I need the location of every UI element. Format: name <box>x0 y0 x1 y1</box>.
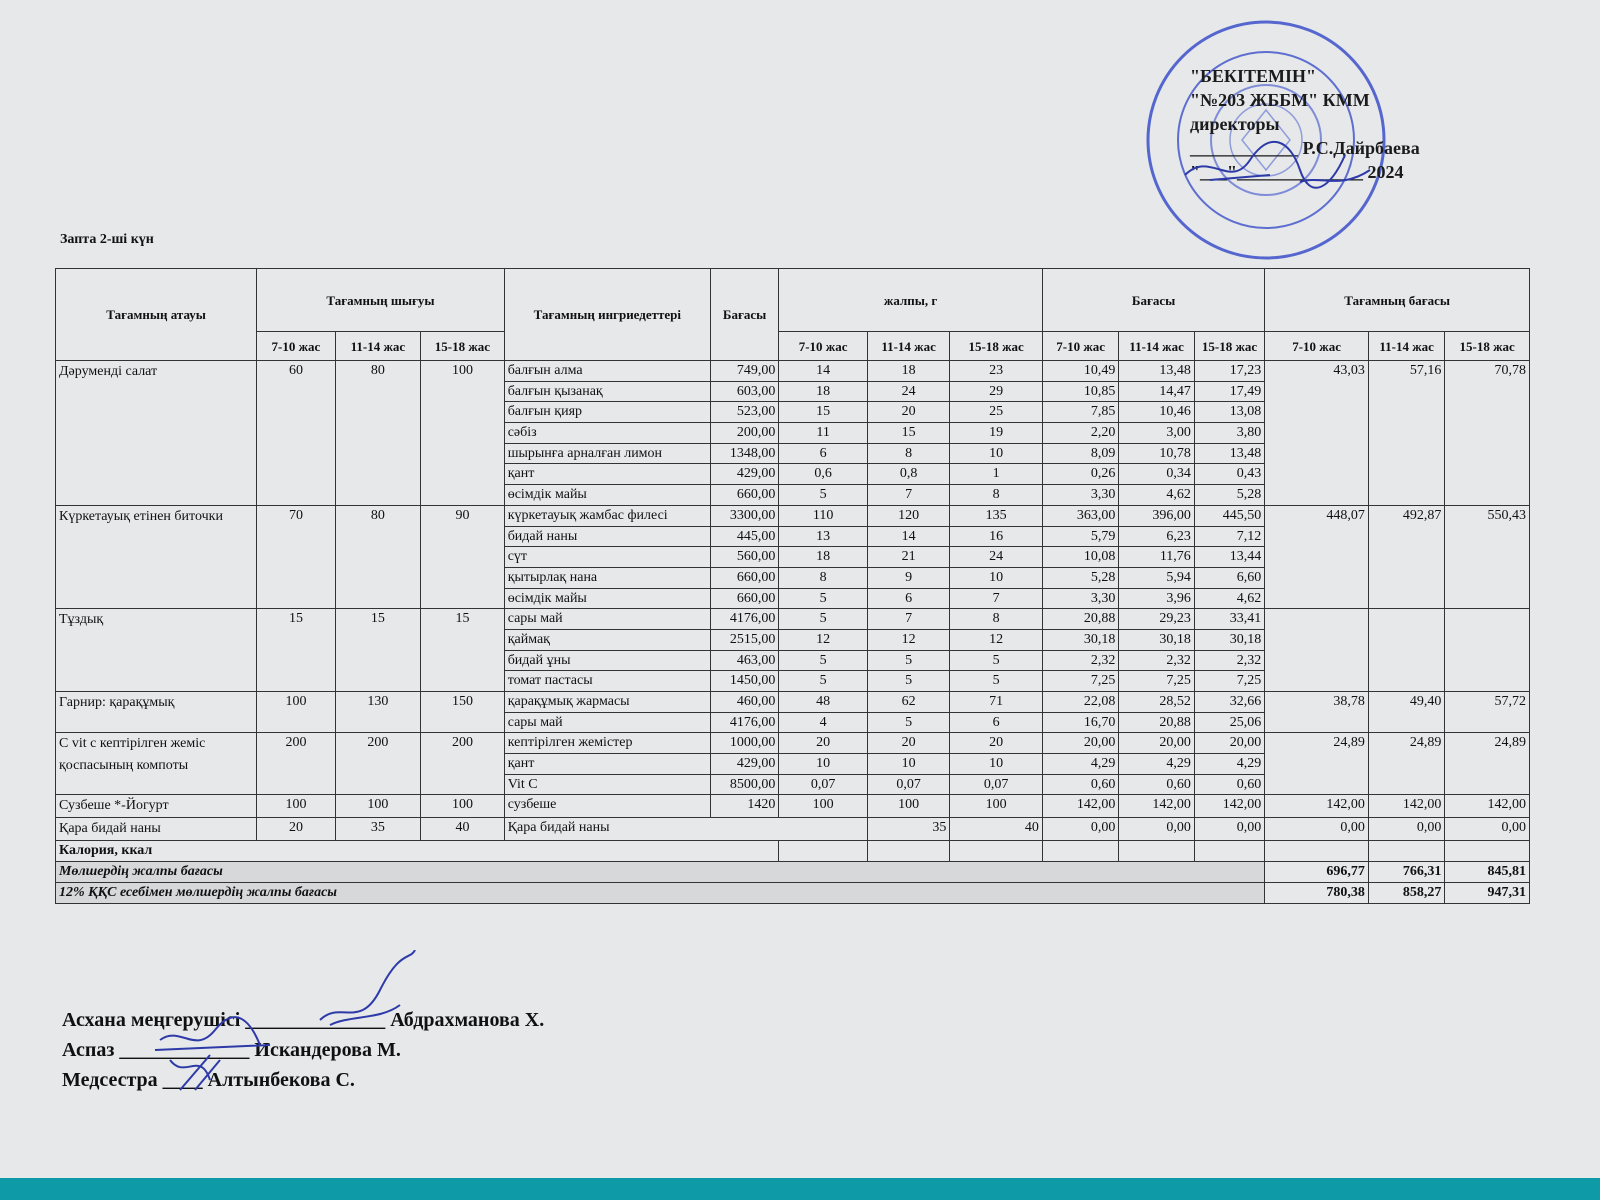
cost-7-10: 3,30 <box>1042 588 1118 609</box>
weight-15-18: 29 <box>950 381 1043 402</box>
weight-7-10: 14 <box>779 361 868 382</box>
weight-15-18: 10 <box>950 443 1043 464</box>
signature-nurse: Медсестра ____ Алтынбекова С. <box>62 1069 355 1091</box>
weight-11-14: 18 <box>867 361 949 382</box>
cost-7-10: 5,79 <box>1042 526 1118 547</box>
output-11-14: 130 <box>335 692 421 733</box>
output-11-14: 100 <box>335 795 421 818</box>
ingredient-price: 1348,00 <box>710 443 778 464</box>
ingredient-price: 429,00 <box>710 754 778 775</box>
menu-table <box>55 268 1530 904</box>
cost-7-10: 16,70 <box>1042 712 1118 733</box>
weight-7-10: 5 <box>779 650 868 671</box>
total-label: Мөлшердің жалпы бағасы <box>56 862 1265 883</box>
cost-15-18: 7,12 <box>1194 526 1264 547</box>
weight-11-14: 15 <box>867 423 949 444</box>
weight-15-18: 19 <box>950 423 1043 444</box>
cost-7-10: 7,85 <box>1042 402 1118 423</box>
cost-7-10: 363,00 <box>1042 505 1118 526</box>
weight-11-14: 8 <box>867 443 949 464</box>
dish-price-11-14: 24,89 <box>1368 733 1444 795</box>
weight-7-10: 5 <box>779 609 868 630</box>
dish-price-7-10: 43,03 <box>1265 361 1369 506</box>
calories-label: Калория, ккал <box>56 841 779 862</box>
vat-total-row <box>56 882 1530 903</box>
header-cost: Бағасы <box>1042 269 1264 332</box>
handwritten-signatures <box>140 950 440 1110</box>
header-age-15-18: 15-18 жас <box>1445 332 1530 361</box>
weight-11-14: 7 <box>867 485 949 506</box>
weight-7-10: 4 <box>779 712 868 733</box>
weight-11-14: 6 <box>867 588 949 609</box>
weight-7-10: 48 <box>779 692 868 713</box>
cost-15-18: 0,43 <box>1194 464 1264 485</box>
ingredient-price: 1000,00 <box>710 733 778 754</box>
cost-7-10: 10,49 <box>1042 361 1118 382</box>
weight-15-18: 6 <box>950 712 1043 733</box>
header-age-15-18: 15-18 жас <box>421 332 505 361</box>
weight-7-10: 6 <box>779 443 868 464</box>
cost-15-18: 20,00 <box>1194 733 1264 754</box>
output-15-18: 90 <box>421 505 505 608</box>
output-7-10: 70 <box>257 505 335 608</box>
dish-name-cell: Гарнир: қарақұмық <box>56 692 257 733</box>
cost-11-14: 13,48 <box>1119 361 1194 382</box>
ingredient-price: 660,00 <box>710 567 778 588</box>
weight-7-10: 13 <box>779 526 868 547</box>
dish-price-15-18: 0,00 <box>1445 818 1530 841</box>
dish-price-7-10: 38,78 <box>1265 692 1369 733</box>
ingredient-name: Vit C <box>504 774 710 795</box>
cost-15-18: 0,60 <box>1194 774 1264 795</box>
header-ingredients: Тағамның ингриедеттері <box>504 269 710 361</box>
weight-11-14: 10 <box>867 754 949 775</box>
dish-price-7-10: 0,00 <box>1265 818 1369 841</box>
dish-price-7-10: 142,00 <box>1265 795 1369 818</box>
cost-11-14: 396,00 <box>1119 505 1194 526</box>
cost-11-14: 7,25 <box>1119 671 1194 692</box>
ingredient-price: 1420 <box>710 795 778 818</box>
cost-7-10: 0,60 <box>1042 774 1118 795</box>
table-row <box>56 692 1530 713</box>
header-dish-output: Тағамның шығуы <box>257 269 504 332</box>
dish-price-15-18: 550,43 <box>1445 505 1530 608</box>
ingredient-name: қарақұмық жармасы <box>504 692 710 713</box>
cost-7-10: 2,20 <box>1042 423 1118 444</box>
weight-11-14: 35 <box>867 818 949 841</box>
ingredient-name: сары май <box>504 609 710 630</box>
total-7-10: 696,77 <box>1265 862 1369 883</box>
weight-15-18: 71 <box>950 692 1043 713</box>
ingredient-name: өсімдік майы <box>504 588 710 609</box>
cost-11-14: 11,76 <box>1119 547 1194 568</box>
output-7-10: 100 <box>257 795 335 818</box>
weight-15-18: 24 <box>950 547 1043 568</box>
dish-name-cell: Дәруменді салат <box>56 361 257 506</box>
ingredient-name: сары май <box>504 712 710 733</box>
dish-price-11-14 <box>1368 609 1444 692</box>
ingredient-name: қаймақ <box>504 629 710 650</box>
weight-15-18: 7 <box>950 588 1043 609</box>
weight-11-14: 7 <box>867 609 949 630</box>
dish-price-11-14: 57,16 <box>1368 361 1444 506</box>
dish-name-cell: Қара бидай наны <box>56 818 257 841</box>
weight-11-14: 14 <box>867 526 949 547</box>
cost-11-14: 10,78 <box>1119 443 1194 464</box>
dish-name-cell: Сузбеше *-Йогурт <box>56 795 257 818</box>
weight-11-14: 62 <box>867 692 949 713</box>
header-total-g: жалпы, г <box>779 269 1043 332</box>
weight-11-14: 5 <box>867 650 949 671</box>
output-11-14: 80 <box>335 505 421 608</box>
day-label: Запта 2-ші күн <box>60 232 154 247</box>
weight-15-18: 100 <box>950 795 1043 818</box>
ingredient-price: 523,00 <box>710 402 778 423</box>
weight-15-18: 23 <box>950 361 1043 382</box>
weight-7-10: 11 <box>779 423 868 444</box>
output-7-10: 100 <box>257 692 335 733</box>
weight-11-14: 0,07 <box>867 774 949 795</box>
calories-row <box>56 841 1530 862</box>
weight-11-14: 24 <box>867 381 949 402</box>
header-age-11-14: 11-14 жас <box>335 332 421 361</box>
cost-11-14: 20,00 <box>1119 733 1194 754</box>
cost-15-18: 25,06 <box>1194 712 1264 733</box>
ingredient-price: 8500,00 <box>710 774 778 795</box>
dish-price-11-14: 142,00 <box>1368 795 1444 818</box>
ingredient-price: 660,00 <box>710 485 778 506</box>
dish-price-7-10: 24,89 <box>1265 733 1369 795</box>
ingredient-name: өсімдік майы <box>504 485 710 506</box>
weight-7-10: 5 <box>779 671 868 692</box>
output-7-10: 15 <box>257 609 335 692</box>
menu-table-body <box>56 361 1530 841</box>
cost-11-14: 10,46 <box>1119 402 1194 423</box>
cost-7-10: 0,26 <box>1042 464 1118 485</box>
ingredient-name: шырынға арналған лимон <box>504 443 710 464</box>
cost-11-14: 3,00 <box>1119 423 1194 444</box>
weight-7-10: 0,6 <box>779 464 868 485</box>
header-dish-name: Тағамның атауы <box>56 269 257 361</box>
background-surface <box>0 1178 1600 1200</box>
ingredient-name: балғын қияр <box>504 402 710 423</box>
cost-11-14: 4,29 <box>1119 754 1194 775</box>
cost-15-18: 17,23 <box>1194 361 1264 382</box>
cost-15-18: 13,44 <box>1194 547 1264 568</box>
ingredient-name: қытырлақ нана <box>504 567 710 588</box>
weight-15-18: 40 <box>950 818 1043 841</box>
cost-15-18: 4,29 <box>1194 754 1264 775</box>
ingredient-name: балғын қызанақ <box>504 381 710 402</box>
dish-price-15-18: 70,78 <box>1445 361 1530 506</box>
cost-7-10: 2,32 <box>1042 650 1118 671</box>
output-15-18: 40 <box>421 818 505 841</box>
ingredient-price: 560,00 <box>710 547 778 568</box>
weight-15-18: 25 <box>950 402 1043 423</box>
dish-price-15-18 <box>1445 609 1530 692</box>
total-11-14: 766,31 <box>1368 862 1444 883</box>
output-11-14: 80 <box>335 361 421 506</box>
table-row <box>56 818 1530 841</box>
cost-7-10: 10,85 <box>1042 381 1118 402</box>
dish-price-11-14: 49,40 <box>1368 692 1444 733</box>
output-15-18: 15 <box>421 609 505 692</box>
weight-7-10: 0,07 <box>779 774 868 795</box>
weight-7-10: 15 <box>779 402 868 423</box>
cost-15-18: 13,48 <box>1194 443 1264 464</box>
total-row <box>56 862 1530 883</box>
table-row <box>56 505 1530 526</box>
ingredient-price: 2515,00 <box>710 629 778 650</box>
cost-15-18: 30,18 <box>1194 629 1264 650</box>
weight-11-14: 5 <box>867 671 949 692</box>
approval-director: ____________ Р.С.Дайрбаева <box>1190 138 1420 158</box>
output-15-18: 100 <box>421 361 505 506</box>
header-age-7-10: 7-10 жас <box>779 332 868 361</box>
ingredient-name: томат пастасы <box>504 671 710 692</box>
header-age-7-10: 7-10 жас <box>1042 332 1118 361</box>
weight-7-10: 5 <box>779 588 868 609</box>
cost-15-18: 142,00 <box>1194 795 1264 818</box>
vat-total-7-10: 780,38 <box>1265 882 1369 903</box>
ingredient-price: 749,00 <box>710 361 778 382</box>
ingredient-name: күркетауық жамбас филесі <box>504 505 710 526</box>
output-15-18: 100 <box>421 795 505 818</box>
weight-7-10: 100 <box>779 795 868 818</box>
weight-7-10: 18 <box>779 547 868 568</box>
cost-15-18: 6,60 <box>1194 567 1264 588</box>
cost-11-14: 5,94 <box>1119 567 1194 588</box>
output-7-10: 20 <box>257 818 335 841</box>
vat-total-11-14: 858,27 <box>1368 882 1444 903</box>
header-price: Бағасы <box>710 269 778 361</box>
header-age-7-10: 7-10 жас <box>1265 332 1369 361</box>
weight-15-18: 12 <box>950 629 1043 650</box>
output-15-18: 200 <box>421 733 505 795</box>
output-7-10: 200 <box>257 733 335 795</box>
weight-15-18: 10 <box>950 754 1043 775</box>
cost-11-14: 0,00 <box>1119 818 1194 841</box>
cost-11-14: 28,52 <box>1119 692 1194 713</box>
header-dish-price: Тағамның бағасы <box>1265 269 1530 332</box>
cost-7-10: 20,88 <box>1042 609 1118 630</box>
ingredient-price: 445,00 <box>710 526 778 547</box>
weight-7-10: 10 <box>779 754 868 775</box>
weight-7-10: 20 <box>779 733 868 754</box>
ingredient-name: балғын алма <box>504 361 710 382</box>
dish-price-7-10 <box>1265 609 1369 692</box>
weight-11-14: 20 <box>867 733 949 754</box>
weight-11-14: 12 <box>867 629 949 650</box>
header-age-7-10: 7-10 жас <box>257 332 335 361</box>
cost-15-18: 2,32 <box>1194 650 1264 671</box>
cost-15-18: 5,28 <box>1194 485 1264 506</box>
ingredient-name: қант <box>504 464 710 485</box>
cost-11-14: 142,00 <box>1119 795 1194 818</box>
cost-7-10: 142,00 <box>1042 795 1118 818</box>
cost-11-14: 0,60 <box>1119 774 1194 795</box>
ingredient-name: бидай ұны <box>504 650 710 671</box>
dish-name-cell: С vit с кептірілген жеміс қоспасының компоты <box>56 733 257 795</box>
weight-11-14: 0,8 <box>867 464 949 485</box>
ingredient-name: бидай наны <box>504 526 710 547</box>
ingredient-price: 3300,00 <box>710 505 778 526</box>
ingredient-price: 200,00 <box>710 423 778 444</box>
vat-total-15-18: 947,31 <box>1445 882 1530 903</box>
cost-11-14: 4,62 <box>1119 485 1194 506</box>
output-11-14: 35 <box>335 818 421 841</box>
cost-15-18: 4,62 <box>1194 588 1264 609</box>
cost-7-10: 8,09 <box>1042 443 1118 464</box>
weight-15-18: 5 <box>950 650 1043 671</box>
table-row <box>56 361 1530 382</box>
approval-title: "БЕКІТЕМІН" <box>1190 66 1316 86</box>
ingredient-price: 4176,00 <box>710 712 778 733</box>
weight-7-10: 18 <box>779 381 868 402</box>
weight-11-14: 100 <box>867 795 949 818</box>
weight-15-18: 1 <box>950 464 1043 485</box>
ingredient-price: 660,00 <box>710 588 778 609</box>
output-11-14: 200 <box>335 733 421 795</box>
ingredient-price: 1450,00 <box>710 671 778 692</box>
cost-15-18: 17,49 <box>1194 381 1264 402</box>
ingredient-price: 4176,00 <box>710 609 778 630</box>
cost-7-10: 7,25 <box>1042 671 1118 692</box>
dish-price-15-18: 57,72 <box>1445 692 1530 733</box>
weight-15-18: 10 <box>950 567 1043 588</box>
ingredient-price: 429,00 <box>710 464 778 485</box>
weight-15-18: 8 <box>950 485 1043 506</box>
header-age-11-14: 11-14 жас <box>867 332 949 361</box>
weight-15-18: 20 <box>950 733 1043 754</box>
weight-7-10: 12 <box>779 629 868 650</box>
cost-11-14: 6,23 <box>1119 526 1194 547</box>
ingredient-name: сузбеше <box>504 795 710 818</box>
weight-11-14: 9 <box>867 567 949 588</box>
weight-15-18: 8 <box>950 609 1043 630</box>
dish-price-11-14: 0,00 <box>1368 818 1444 841</box>
ingredient-price: 603,00 <box>710 381 778 402</box>
approval-position: директоры <box>1190 114 1280 134</box>
dish-name-cell: Күркетауық етінен биточки <box>56 505 257 608</box>
ingredient-name: сәбіз <box>504 423 710 444</box>
signature-cook: Аспаз _____________ Искандерова М. <box>62 1039 401 1061</box>
cost-7-10: 3,30 <box>1042 485 1118 506</box>
output-7-10: 60 <box>257 361 335 506</box>
cost-11-14: 0,34 <box>1119 464 1194 485</box>
dish-name-cell: Тұздық <box>56 609 257 692</box>
dish-price-11-14: 492,87 <box>1368 505 1444 608</box>
cost-15-18: 0,00 <box>1194 818 1264 841</box>
cost-15-18: 13,08 <box>1194 402 1264 423</box>
weight-7-10: 8 <box>779 567 868 588</box>
weight-15-18: 5 <box>950 671 1043 692</box>
cost-15-18: 7,25 <box>1194 671 1264 692</box>
ingredient-price: 460,00 <box>710 692 778 713</box>
weight-11-14: 20 <box>867 402 949 423</box>
ingredient-name: Қара бидай наны <box>504 818 867 841</box>
header-age-11-14: 11-14 жас <box>1119 332 1194 361</box>
cost-11-14: 20,88 <box>1119 712 1194 733</box>
cost-15-18: 32,66 <box>1194 692 1264 713</box>
cost-15-18: 445,50 <box>1194 505 1264 526</box>
cost-15-18: 33,41 <box>1194 609 1264 630</box>
cost-11-14: 14,47 <box>1119 381 1194 402</box>
header-age-11-14: 11-14 жас <box>1368 332 1444 361</box>
ingredient-name: сүт <box>504 547 710 568</box>
approval-date: "___"______________ 2024 <box>1190 162 1404 182</box>
weight-15-18: 16 <box>950 526 1043 547</box>
cost-7-10: 4,29 <box>1042 754 1118 775</box>
cost-11-14: 2,32 <box>1119 650 1194 671</box>
weight-11-14: 21 <box>867 547 949 568</box>
output-11-14: 15 <box>335 609 421 692</box>
cost-7-10: 5,28 <box>1042 567 1118 588</box>
cost-7-10: 10,08 <box>1042 547 1118 568</box>
ingredient-name: қант <box>504 754 710 775</box>
cost-11-14: 3,96 <box>1119 588 1194 609</box>
cost-7-10: 0,00 <box>1042 818 1118 841</box>
cost-15-18: 3,80 <box>1194 423 1264 444</box>
header-age-15-18: 15-18 жас <box>1194 332 1264 361</box>
vat-total-label: 12% ҚҚС есебімен мөлшердің жалпы бағасы <box>56 882 1265 903</box>
total-15-18: 845,81 <box>1445 862 1530 883</box>
approval-school: "№203 ЖББМ" КММ <box>1190 90 1370 110</box>
cost-11-14: 29,23 <box>1119 609 1194 630</box>
weight-7-10: 5 <box>779 485 868 506</box>
weight-7-10: 110 <box>779 505 868 526</box>
table-row <box>56 795 1530 818</box>
weight-15-18: 135 <box>950 505 1043 526</box>
ingredient-name: кептірілген жемістер <box>504 733 710 754</box>
director-signature <box>1180 120 1380 210</box>
weight-15-18: 0,07 <box>950 774 1043 795</box>
output-15-18: 150 <box>421 692 505 733</box>
cost-7-10: 22,08 <box>1042 692 1118 713</box>
table-row <box>56 609 1530 630</box>
cost-7-10: 30,18 <box>1042 629 1118 650</box>
ingredient-price: 463,00 <box>710 650 778 671</box>
weight-11-14: 120 <box>867 505 949 526</box>
weight-11-14: 5 <box>867 712 949 733</box>
dish-price-15-18: 142,00 <box>1445 795 1530 818</box>
dish-price-15-18: 24,89 <box>1445 733 1530 795</box>
cost-11-14: 30,18 <box>1119 629 1194 650</box>
table-row <box>56 733 1530 754</box>
header-age-15-18: 15-18 жас <box>950 332 1043 361</box>
dish-price-7-10: 448,07 <box>1265 505 1369 608</box>
signature-canteen-head: Асхана меңгерушісі ______________ Абдрахманова Х. <box>62 1009 545 1031</box>
cost-7-10: 20,00 <box>1042 733 1118 754</box>
